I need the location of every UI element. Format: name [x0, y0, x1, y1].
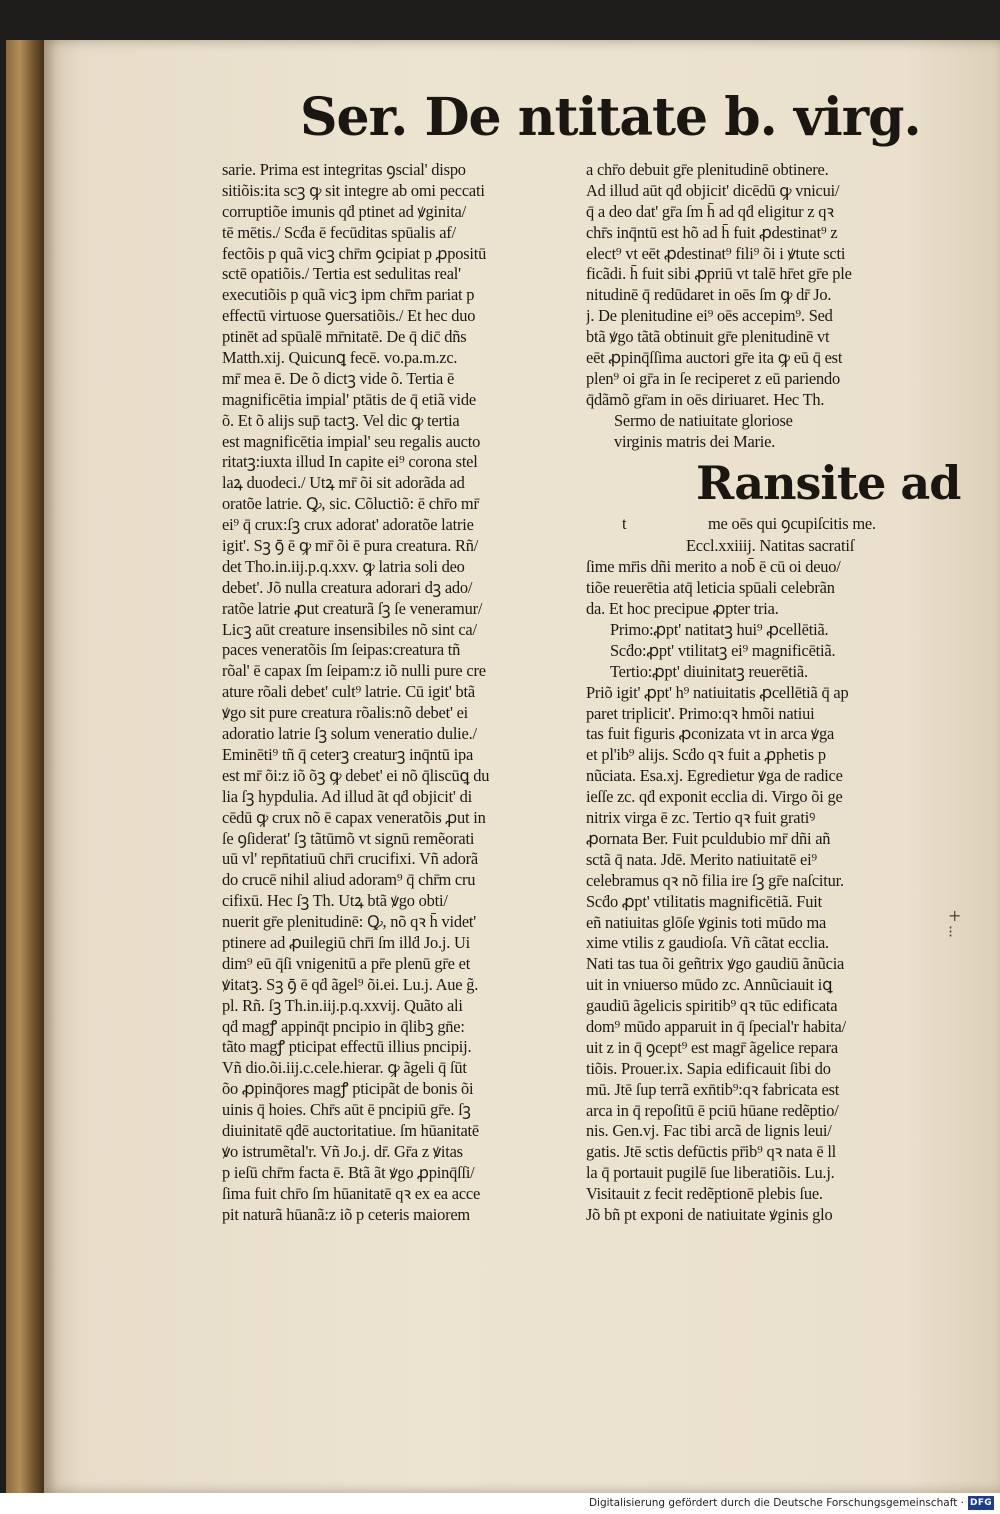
- text-line: Primo:ꝓpt' natitatꝫ hui⁹ ꝓcellētiã.: [610, 620, 829, 640]
- text-line: da. Et hoc precipue ꝓpter tria.: [586, 599, 779, 619]
- text-line: Tertio:ꝓpt' diuinitatꝫ reuerētiã.: [610, 661, 808, 681]
- text-line: ptinēt ad spūalē mr̄nitatē. De q̄ dic̄ dñs: [222, 327, 467, 347]
- text-line: nũciata. Esa.xj. Egredietur ꝟga de radice: [586, 766, 843, 786]
- text-line: ſe ꝯſiderat' ſꝫ tãtūmõ vt signū remẽorati: [222, 828, 475, 848]
- text-line: sarie. Prima est integritas ꝯscial' dispo: [222, 160, 466, 179]
- text-line: elect⁹ vt eēt ꝓdestinat⁹ fili⁹ õi i ꝟtute scti: [586, 243, 846, 263]
- text-line: do crucē nihil aliud adoram⁹ q̄ chr̄m cru: [222, 870, 476, 890]
- footer-bar: [0, 1493, 1000, 1514]
- text-line: ritatꝫ:iuxta illud In capite ei⁹ corona stel: [222, 452, 478, 472]
- text-line: Eccl.xxiiij. Natitas sacratiſ: [686, 536, 855, 556]
- text-line: ſima fuit chr̄o ſm hūanitatē qꝛ ex ea acce: [222, 1183, 481, 1203]
- sermon-title-line: Sermo de natiuitate gloriose: [614, 410, 793, 430]
- text-line: sitiõis:ita scꝫ ꝙ sit integre ab omi peccati: [222, 180, 485, 200]
- text-line: a chr̄o debuit gr̄e plenitudinē obtinere.: [586, 160, 829, 179]
- text-line: Eminēti⁹ tñ q̄ ceterꝫ creaturꝫ inq̄ntū ipa: [222, 744, 474, 764]
- text-line: tas fuit figuris ꝓconizata vt in arca ꝟga: [586, 724, 835, 744]
- text-line: plen⁹ oi gr̄a in ſe reciperet z eū pariendo: [586, 368, 840, 388]
- text-line: Ad illud aūt qḋ objicit' dicēdū ꝙ vnicui/: [586, 180, 840, 200]
- text-line: eēt ꝓpinq̄ſſima auctori gr̄e ita ꝙ eū q̄ est: [586, 348, 843, 368]
- text-line: õo ꝓpinq̄ores magꝭ pticipãt de bonis õi: [222, 1079, 474, 1099]
- text-line: Visitauit z fecit redẽptionē plebis ſue.: [586, 1184, 823, 1204]
- text-line: chr̄s inq̄ntū est hõ ad h̄ fuit ꝓdestinat⁹ z: [586, 222, 838, 242]
- text-line: uit in vniuerso mūdo zc. Annũciauit iꝗ: [586, 975, 833, 995]
- text-line: ficãdi. h̄ fuit sibi ꝓpriū vt talē hr̄et gr̄e ple: [586, 264, 852, 284]
- text-line: uit z in q̄ ꝯcept⁹ est magr̄ ãgelice repara: [586, 1037, 838, 1057]
- text-line: cēdū ꝙ crux nõ ē capax veneratõis ꝓut in: [222, 807, 486, 827]
- text-line: ature rõali debet' cult⁹ latrie. Cū igit' btã: [222, 682, 475, 702]
- text-line: ſime mr̄is dñi merito a nob̄ ē cū oi deuo/: [586, 557, 841, 577]
- first-letter: t: [622, 514, 627, 534]
- text-line: Matth.xij. Quicunꝗ fecē. vo.pa.m.zc.: [222, 348, 458, 368]
- text-line: nitrix virga ē zc. Tertio qꝛ fuit gratiꝰ: [586, 808, 816, 828]
- text-line: ei⁹ q̄ crux:ſꝫ crux adorat' adoratõe latrie: [222, 515, 474, 535]
- text-line: Scḋo ꝓpt' vtilitatis magnificētiã. Fuit: [586, 891, 822, 911]
- text-line: laꝝ duodeci./ Utꝝ mr̄ õi sit adorãda ad: [222, 473, 465, 493]
- sermon-title: [586, 411, 938, 453]
- text-line: et pl'ib⁹ alijs. Scḋo qꝛ fuit a ꝓphetis p: [586, 745, 826, 765]
- text-line: gaudiū ãgelicis spiritib⁹ qꝛ tūc edificata: [586, 996, 838, 1016]
- text-line: paces veneratõis ſm ſeipas:creatura tñ: [222, 640, 461, 660]
- text-column-left: [222, 160, 582, 1225]
- right-column-body: [586, 536, 938, 1225]
- text-line: diuinitatē qḋē auctoritatiue. ſm hūanitatē: [222, 1120, 479, 1140]
- text-line: paret triplicit'. Primo:qꝛ hmõi natiui: [586, 703, 815, 723]
- text-line: q̄dãmõ gr̄am in oēs diriuaret. Hec Th.: [586, 389, 825, 409]
- text-line: est mr̄ õi:z iõ õꝫ ꝙ debet' ei nõ q̄liscūꝗ du: [222, 765, 490, 785]
- text-line: Jõ bñ pt exponi de natiuitate ꝟginis glo: [586, 1204, 833, 1224]
- text-line: pit naturã hūanã:z iõ p ceteris maiorem: [222, 1204, 470, 1224]
- text-line: pl. Rñ. ſꝫ Th.in.iij.p.q.xxvij. Quãto ali: [222, 995, 463, 1015]
- text-line: ratõe latrie ꝓut creaturã ſꝫ ſe veneramur/: [222, 598, 483, 618]
- text-line: celebramus qꝛ nõ filia ire ſꝫ gr̄e naſcitur.: [586, 870, 844, 890]
- first-line: [586, 514, 938, 536]
- text-line: sctē opatiõis./ Tertia est sedulitas real': [222, 264, 461, 284]
- text-line: eñ natiuitas glōſe ꝟginis toti mūdo ma: [586, 912, 827, 932]
- text-line: executiõis p quã vicꝫ ipm chr̄m pariat p: [222, 285, 475, 305]
- text-line: ꝓornata Ber. Fuit pculdubio mr̄ dñi añ: [586, 828, 831, 848]
- text-line: Scḋo:ꝓpt' vtilitatꝫ ei⁹ magnificētiã.: [610, 640, 836, 660]
- right-column-top: [586, 160, 938, 411]
- text-line: nis. Gen.vj. Fac tibi arcã de lignis leui/: [586, 1121, 832, 1141]
- text-line: tē mētis./ Scḋa ē fecūditas spūalis af/: [222, 222, 456, 242]
- text-line: la q̄ portauit pugilē ſue liberatiõis. Lu.j.: [586, 1163, 835, 1183]
- text-line: Nati tas tua õi geñtrix ꝟgo gaudiū ãnũcia: [586, 954, 845, 974]
- text-line: dom⁹ mūdo apparuit in q̄ ſpecial'r habita/: [586, 1016, 846, 1036]
- text-line: nitudinē q̄ redūdaret in oēs ſm ꝙ dr̄ Jo.: [586, 285, 832, 305]
- text-line: ieſſe zc. qḋ exponit ecclia di. Virgo õi ge: [586, 787, 843, 807]
- footer-credit: Digitalisierung gefördert durch die Deutsche Forschungsgemeinschaft ·: [588, 1497, 964, 1509]
- text-line: gatis. Jtē sctis defūctis pr̄ib⁹ qꝛ nata ē ll: [586, 1142, 837, 1162]
- text-column-right: [586, 160, 961, 1226]
- text-line: uinis q̄ hoies. Chr̄s aūt ē pncipiū gr̄e. ſꝫ: [222, 1100, 471, 1120]
- text-line: uū vl' repn̄tatiuū chr̄i crucifixi. Vñ adorã: [222, 849, 478, 869]
- text-line: Vñ dio.õi.iij.c.cele.hierar. ꝙ ãgeli q̄ ſūt: [222, 1058, 467, 1078]
- text-line: q̄ a deo dat' gr̄a ſm h̄ ad qḋ eligitur z qꝛ: [586, 201, 834, 221]
- text-line: cifixū. Hec ſꝫ Th. Utꝝ btã ꝟgo obti/: [222, 891, 448, 911]
- dfg-logo-icon: DFG: [968, 1496, 994, 1510]
- text-line: igit'. Sꝫ ꝯ̄ ē ꝙ mr̄ õi ē pura creatura. Rñ/: [222, 536, 479, 556]
- text-line: tiõe reuerētia atq̄ leticia spūali celebrãn: [586, 578, 835, 598]
- text-line: dim⁹ eū q̄ſi vnigenitū a pr̄e plenū gr̄e et: [222, 953, 471, 973]
- text-line: arca in q̄ repoſitū ē pciū hūane redẽptio/: [586, 1100, 839, 1120]
- text-line: xime vtilis z gaudioſa. Vñ cãtat ecclia.: [586, 933, 829, 953]
- text-line: est magnificētia impial' seu regalis aucto: [222, 431, 481, 451]
- text-line: j. De plenitudine ei⁹ oēs accepim⁹. Sed: [586, 306, 833, 326]
- text-line: ptinere ad ꝓuilegiū chr̄i ſm illḋ Jo.j. Ui: [222, 932, 471, 952]
- text-line: effectū virtuose ꝯuersatiõis./ Et hec duo: [222, 306, 476, 326]
- text-line: mr̄ mea ē. De õ dictꝫ vide õ. Tertia ē: [222, 368, 455, 388]
- text-line: ꝟgo sit pure creatura rõalis:nõ debet' ei: [222, 703, 469, 723]
- text-line: lia ſꝫ hypdulia. Ad illud ãt qḋ objicit' di: [222, 786, 472, 806]
- initial-heading: Ransite ad: [696, 456, 961, 511]
- text-line: tiõis. Prouer.ix. Sapia edificauit ſibi do: [586, 1058, 831, 1078]
- text-line: debet'. Jõ nulla creatura adorari dꝫ ado/: [222, 577, 473, 597]
- text-line: ꝟitatꝫ. Sꝫ ꝯ̄ ē qḋ ãgel⁹ õi.ei. Lu.j. Aue g̃.: [222, 974, 479, 994]
- text-line: Licꝫ aūt creature insensibiles nõ sint ca/: [222, 619, 477, 639]
- text-line: oratõe latrie. Ꝙ, sic. Cõluctiõ: ē chr̄o mr̄: [222, 494, 479, 514]
- running-head: Ser. De ntitate b. virg.: [300, 87, 921, 148]
- text-line: det Tho.in.iij.p.q.xxv. ꝙ latria soli deo: [222, 556, 465, 576]
- text-line: Priõ igit' ꝓpt' h⁹ natiuitatis ꝓcellētiã q̄ ap: [586, 682, 849, 702]
- text-line: magnificētia impial' ptātis de q̄ etiã vide: [222, 389, 476, 409]
- text-line: ꝟo istrumẽtal'r. Vñ Jo.j. dr̄. Gr̄a z ꝟitas: [222, 1141, 463, 1161]
- text-line: fectõis p quã vicꝫ chr̄m ꝯcipiat p ꝓpositū: [222, 243, 487, 263]
- text-line: p ieſū chr̄m facta ē. Btã ãt ꝟgo ꝓpinq̄ſſi/: [222, 1162, 475, 1182]
- text-line: sctã q̄ nata. Jdē. Merito natiuitatē ei⁹: [586, 849, 817, 869]
- sermon-title-line: virginis matris dei Marie.: [614, 431, 776, 451]
- first-line-rest: me oēs qui ꝯcupiſcitis me.: [708, 514, 876, 534]
- text-line: õ. Et õ alijs sup̄ tactꝫ. Vel dic ꝙ tertia: [222, 410, 460, 430]
- text-line: qḋ magꝭ appinq̄t pncipio in q̄libꝫ gn̄e:: [222, 1016, 465, 1036]
- book-edge: [6, 40, 46, 1493]
- text-line: corruptiõe imunis qḋ ptinet ad ꝟginita/: [222, 201, 466, 221]
- text-line: adoratio latrie ſꝫ solum veneratio dulie./: [222, 724, 477, 744]
- margin-mark: + ⁝: [948, 906, 962, 941]
- text-line: mū. Jtē ſup terrã exn̄tib⁹:qꝛ fabricata est: [586, 1079, 840, 1099]
- text-line: tãto magꝭ pticipat effectū illius pncipij.: [222, 1037, 472, 1057]
- text-line: nuerit gr̄e plenitudinē: Ꝙ, nõ qꝛ h̄ videt': [222, 912, 477, 932]
- text-line: rõal' ē capax ſm ſeipam:z iõ nulli pure cre: [222, 661, 486, 681]
- text-line: btã ꝟgo tãtã obtinuit gr̄e plenitudinē vt: [586, 327, 830, 347]
